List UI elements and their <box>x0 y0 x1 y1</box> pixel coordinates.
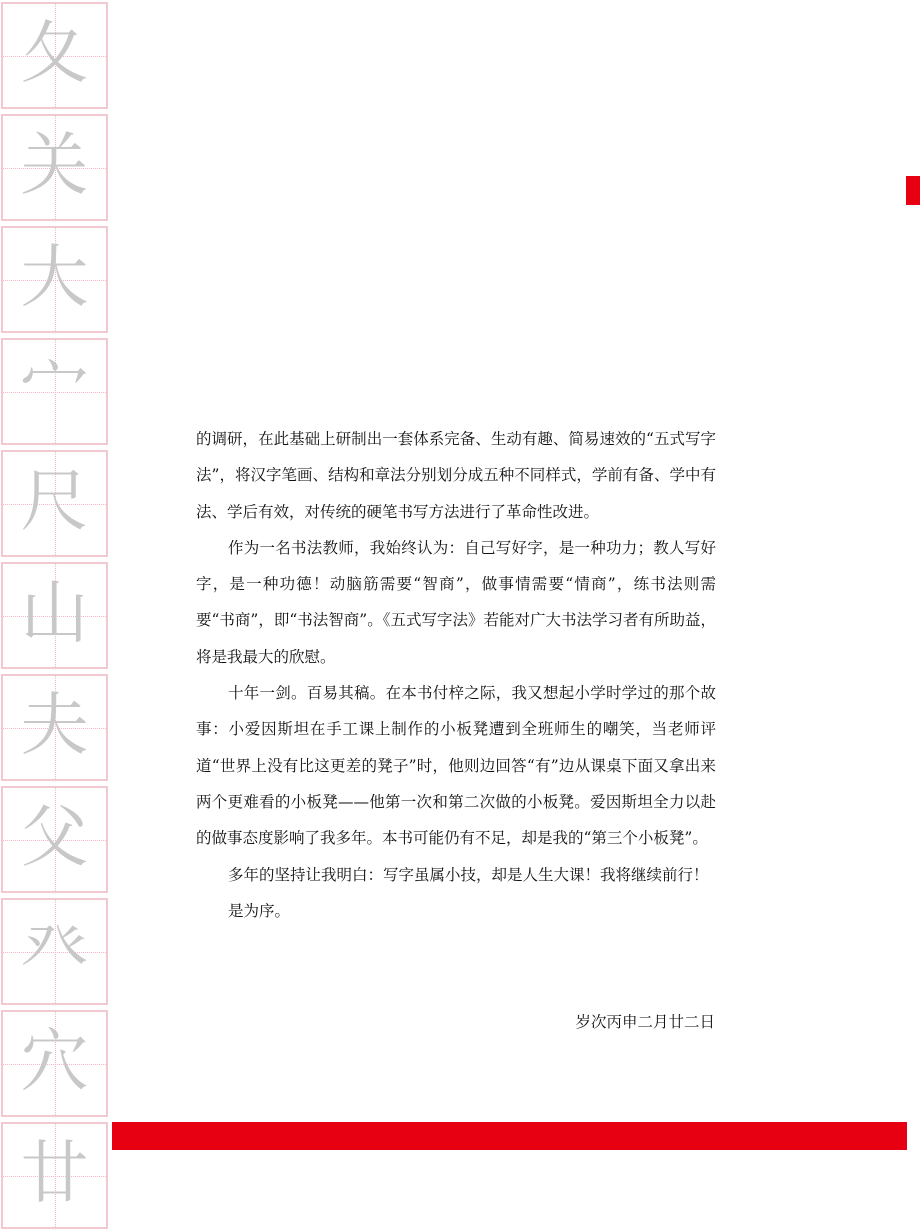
date-signature: 岁次丙申二月廿二日 <box>575 1013 715 1031</box>
calligraphy-grid-column <box>0 0 112 1231</box>
grid-cell <box>1 114 108 221</box>
grid-cell <box>1 2 108 109</box>
sample-character: 夫 <box>20 686 89 766</box>
grid-cell <box>1 1122 108 1229</box>
sample-character: 关 <box>20 126 89 206</box>
preface-body <box>196 421 716 929</box>
sample-character: 廿 <box>20 1134 89 1214</box>
chapter-tab-marker <box>906 176 920 205</box>
grid-cell <box>1 898 108 1005</box>
grid-cell <box>1 674 108 781</box>
sample-character: 癶 <box>20 910 89 990</box>
grid-cell <box>1 786 108 893</box>
grid-cell <box>1 450 108 557</box>
preface-paragraph: 是为序。 <box>228 901 291 920</box>
grid-cell <box>1 562 108 669</box>
sample-character: 宀 <box>20 350 89 430</box>
sample-character: 山 <box>20 574 89 654</box>
sample-character: 夂 <box>20 14 89 94</box>
sample-character: 尺 <box>20 462 89 542</box>
sample-character: 穴 <box>20 1022 89 1102</box>
grid-cell <box>1 1010 108 1117</box>
preface-paragraph: 的调研，在此基础上研制出一套体系完备、生动有趣、简易速效的“五式写字法”，将汉字笔画、结构和章法分别划分成五种不同样式，学前有备、学中有法、学后有效，对传统的硬笔书写方法进行了革命性改进。 <box>196 430 716 521</box>
footer-accent-bar <box>112 1122 907 1150</box>
preface-paragraph: 作为一名书法教师，我始终认为：自己写好字，是一种功力；教人写好字，是一种功德！动脑筋需要“智商”，做事情需要“情商”，练书法则需要“书商”，即“书法智商”。《五式写字法》若能对广大书法学习者有所助益，将是我最大的欣慰。 <box>196 538 716 666</box>
sample-character: 父 <box>20 798 89 878</box>
grid-cell <box>1 338 108 445</box>
sample-character: 大 <box>20 238 89 318</box>
preface-paragraph: 多年的坚持让我明白：写字虽属小技，却是人生大课！我将继续前行！ <box>228 865 709 884</box>
grid-cell <box>1 226 108 333</box>
preface-paragraph: 十年一剑。百易其稿。在本书付梓之际，我又想起小学时学过的那个故事：小爱因斯坦在手工课上制作的小板凳遭到全班师生的嘲笑，当老师评道“世界上没有比这更差的凳子”时，他则边回答“有”边从课桌下面又拿出来两个更难看的小板凳——他第一次和第二次做的小板凳。爱因斯坦全力以赴的做事态度影响了我多年。本书可能仍有不足，却是我的“第三个小板凳”。 <box>196 684 716 848</box>
